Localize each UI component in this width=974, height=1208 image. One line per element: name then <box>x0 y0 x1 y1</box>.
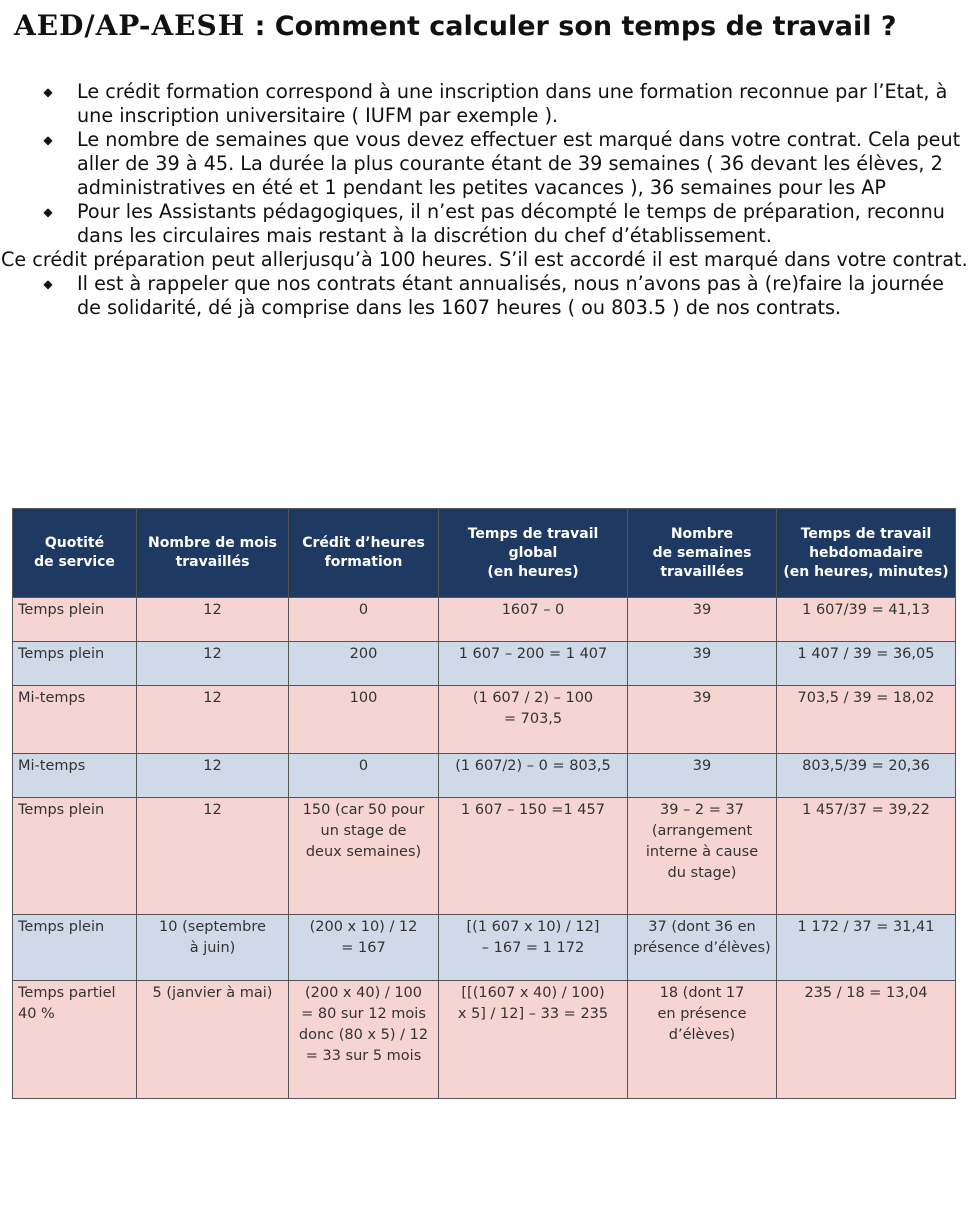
table-row <box>13 598 956 642</box>
title-acronym: AED/AP-AESH <box>14 9 246 42</box>
table-cell: 12 <box>137 686 289 754</box>
table-cell: 10 (septembre à juin) <box>137 915 289 981</box>
table-cell: 1 607 – 150 =1 457 <box>439 798 628 915</box>
table-cell: 235 / 18 = 13,04 <box>777 981 956 1099</box>
header-cell: Temps de travail global (en heures) <box>439 509 628 598</box>
table-cell: 200 <box>289 642 439 686</box>
table-cell: Temps plein <box>13 598 137 642</box>
table-cell: 0 <box>289 598 439 642</box>
bullet-item <box>40 128 970 200</box>
table-cell: 150 (car 50 pour un stage de deux semaines) <box>289 798 439 915</box>
info-section <box>1 80 970 320</box>
table-cell: 12 <box>137 642 289 686</box>
table-row <box>13 981 956 1099</box>
header-cell: Quotité de service <box>13 509 137 598</box>
table-cell: (200 x 40) / 100 = 80 sur 12 mois donc (80 x 5) / 12 = 33 sur 5 mois <box>289 981 439 1099</box>
table-row <box>13 686 956 754</box>
table-cell: Temps plein <box>13 642 137 686</box>
title-question: : Comment calculer son temps de travail ? <box>245 11 897 42</box>
table-cell: 39 <box>628 754 777 798</box>
diamond-bullet-icon: ◆ <box>43 205 53 219</box>
work-time-table-container <box>12 508 956 1099</box>
header-cell: Nombre de semaines travaillées <box>628 509 777 598</box>
bullet-text: Le nombre de semaines que vous devez effectuer est marqué dans votre contrat. Cela peut aller de 39 à 45. La durée la plus courante étant de 39 semaines ( 36 devant les élèves, 2 administratives en été et 1 pendant les petites vacances ), 36 semaines pour les AP <box>77 128 961 199</box>
table-cell: 803,5/39 = 20,36 <box>777 754 956 798</box>
table-cell: 0 <box>289 754 439 798</box>
table-cell: 12 <box>137 598 289 642</box>
table-cell: 37 (dont 36 en présence d’élèves) <box>628 915 777 981</box>
table-cell: 1 407 / 39 = 36,05 <box>777 642 956 686</box>
table-cell: 1607 – 0 <box>439 598 628 642</box>
header-cell: Nombre de mois travaillés <box>137 509 289 598</box>
table-cell: 703,5 / 39 = 18,02 <box>777 686 956 754</box>
table-cell: 12 <box>137 798 289 915</box>
bullet-item <box>40 80 970 128</box>
table-header-row <box>13 509 956 598</box>
table-cell: 1 172 / 37 = 31,41 <box>777 915 956 981</box>
table-cell: Temps plein <box>13 798 137 915</box>
table-cell: Temps partiel 40 % <box>13 981 137 1099</box>
bullet-item <box>40 272 970 320</box>
table-cell: 12 <box>137 754 289 798</box>
table-cell: [[(1607 x 40) / 100) x 5] / 12] – 33 = 235 <box>439 981 628 1099</box>
table-cell: 1 457/37 = 39,22 <box>777 798 956 915</box>
table-cell: 1 607/39 = 41,13 <box>777 598 956 642</box>
table-cell: Temps plein <box>13 915 137 981</box>
bullet-text: Il est à rappeler que nos contrats étant annualisés, nous n’avons pas à (re)faire la journée de solidarité, dé jà comprise dans les 1607 heures ( ou 803.5 ) de nos contrats. <box>77 272 944 319</box>
table-cell: 39 <box>628 686 777 754</box>
table-cell: 100 <box>289 686 439 754</box>
table-cell: Mi-temps <box>13 686 137 754</box>
work-time-table <box>12 508 956 1099</box>
diamond-bullet-icon: ◆ <box>43 277 53 291</box>
table-cell: 39 <box>628 598 777 642</box>
table-row <box>13 798 956 915</box>
header-cell: Temps de travail hebdomadaire (en heures, minutes) <box>777 509 956 598</box>
table-cell: 39 <box>628 642 777 686</box>
table-row <box>13 915 956 981</box>
table-cell: (200 x 10) / 12 = 167 <box>289 915 439 981</box>
diamond-bullet-icon: ◆ <box>43 133 53 147</box>
page-title <box>14 6 964 46</box>
header-cell: Crédit d’heures formation <box>289 509 439 598</box>
bullet-text: Pour les Assistants pédagogiques, il n’est pas décompté le temps de préparation, reconnu dans les circulaires mais restant à la discrétion du chef d’établissement. <box>77 200 945 247</box>
bullet-text: Le crédit formation correspond à une inscription dans une formation reconnue par l’Etat, à une inscription universitaire ( IUFM par exemple ). <box>77 80 948 127</box>
table-row <box>13 642 956 686</box>
table-cell: 5 (janvier à mai) <box>137 981 289 1099</box>
diamond-bullet-icon: ◆ <box>43 85 53 99</box>
table-row <box>13 754 956 798</box>
table-cell: [(1 607 x 10) / 12] – 167 = 1 172 <box>439 915 628 981</box>
bullet-item <box>40 200 970 248</box>
table-cell: (1 607/2) – 0 = 803,5 <box>439 754 628 798</box>
table-cell: 39 – 2 = 37 (arrangement interne à cause du stage) <box>628 798 777 915</box>
table-cell: Mi-temps <box>13 754 137 798</box>
paragraph-text: Ce crédit préparation peut allerjusqu’à 100 heures. S’il est accordé il est marqué dans votre contrat. <box>1 248 968 271</box>
table-cell: (1 607 / 2) – 100 = 703,5 <box>439 686 628 754</box>
table-cell: 18 (dont 17 en présence d’élèves) <box>628 981 777 1099</box>
table-cell: 1 607 – 200 = 1 407 <box>439 642 628 686</box>
